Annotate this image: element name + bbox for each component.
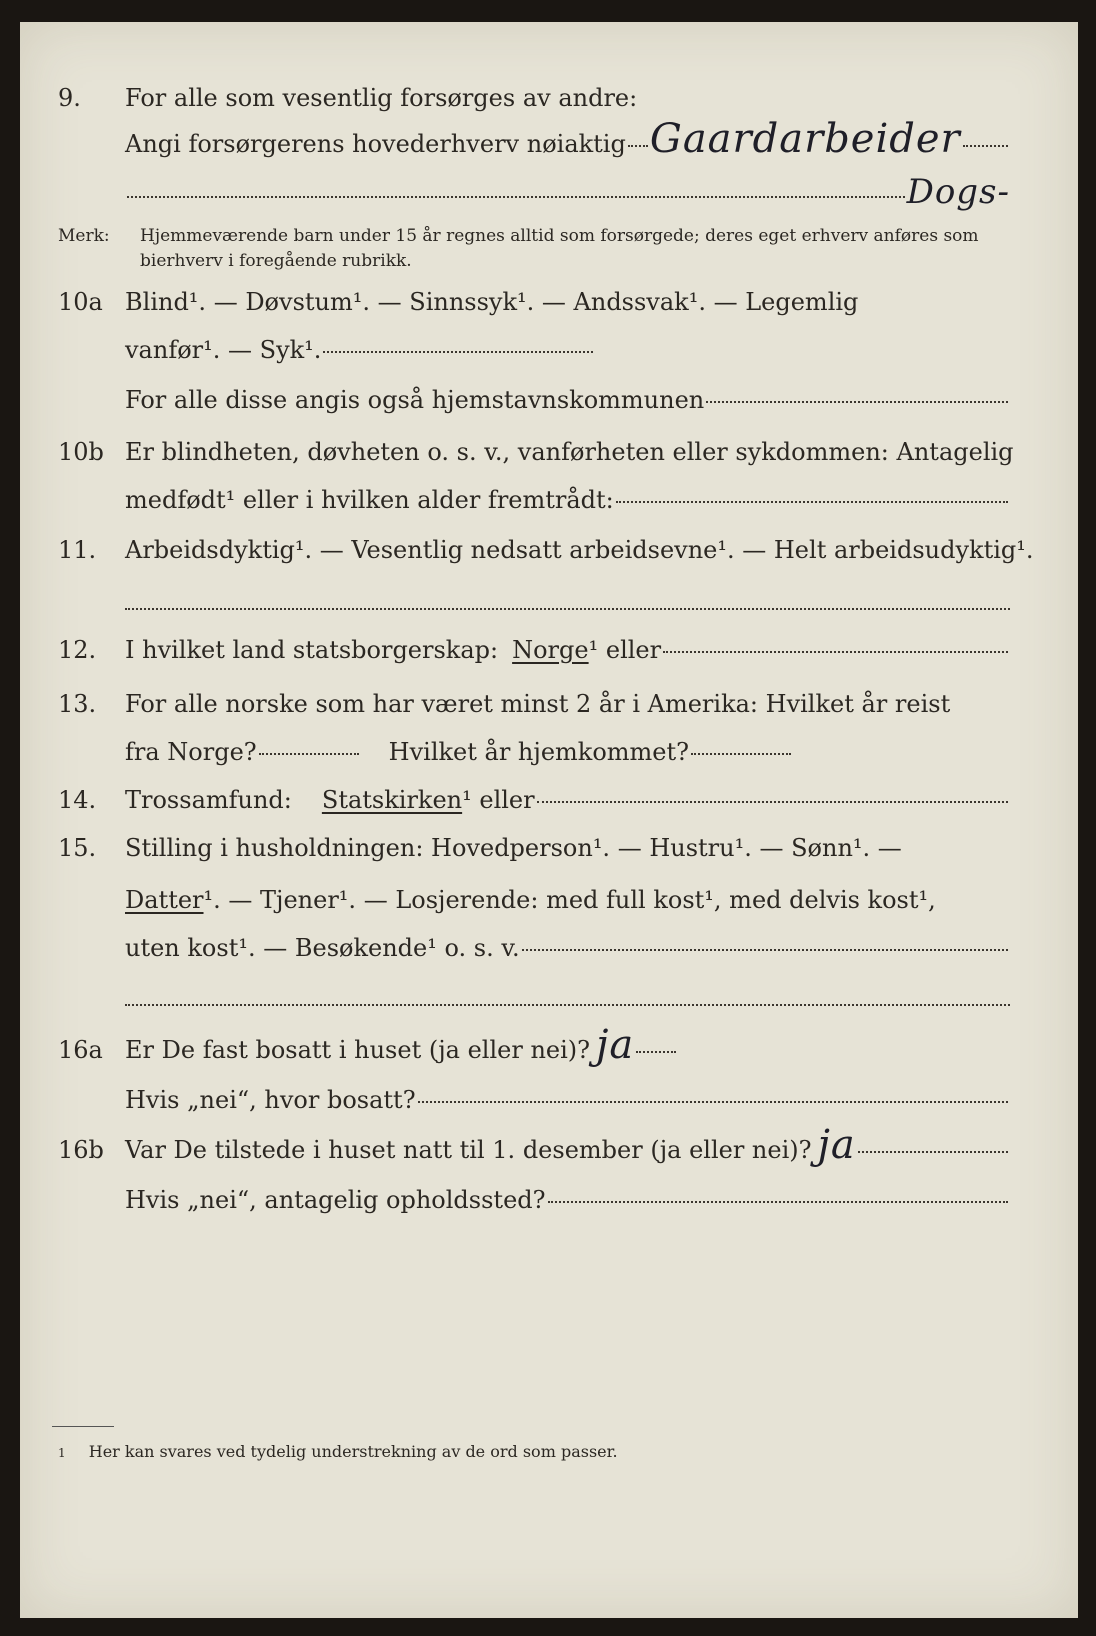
q16b-line2-dots (548, 1201, 1008, 1203)
q15-blank-line (125, 1004, 1010, 1006)
q9-number: 9. (58, 84, 81, 112)
q12-number: 12. (58, 636, 97, 664)
merk-text: Hjemmeværende barn under 15 år regnes alltid som forsørgede; deres eget erhverv anføres som bierhverv i foregående rubrikk. (140, 226, 979, 271)
q11-text: Arbeidsdyktig¹. — Vesentlig nedsatt arbeidsevne¹. — Helt arbeidsudyktig¹. (125, 536, 1034, 564)
merk-label: Merk: (58, 226, 110, 246)
q14-statskirken-underlined: Statskirken (321, 786, 463, 814)
q9-dotted-leader (628, 145, 648, 147)
q14-text: Trossamfund: (125, 786, 292, 814)
q16b-text2: Hvis „nei“, antagelig opholdssted? (125, 1186, 546, 1214)
q13-text2a: fra Norge? (125, 738, 257, 766)
q12-norge-underlined: Norge (512, 636, 589, 664)
q10b-number: 10b (58, 438, 104, 466)
q10b-text2: medfødt¹ eller i hvilken alder fremtrådt: (125, 486, 614, 514)
q10a-number: 10a (58, 288, 103, 316)
q13-text2b: Hvilket år hjemkommet? (388, 738, 690, 766)
q12-dots (663, 651, 1008, 653)
q9-occupation-answer-cont[interactable]: Dogs- (906, 172, 1010, 212)
q14-number: 14. (58, 786, 97, 814)
q13-number: 13. (58, 690, 97, 718)
q15-text1: Stilling i husholdningen: Hovedperson¹. — Hustru¹. — Sønn¹. — (125, 834, 902, 862)
q10a-line3-dots (706, 401, 1008, 403)
q16a-text1: Er De fast bosatt i huset (ja eller nei)? (125, 1036, 591, 1064)
q14-suffix: ¹ eller (462, 786, 535, 814)
footnote-text: Her kan svares ved tydelig understrekning av de ord som passer. (88, 1442, 618, 1461)
q10a-text3: For alle disse angis også hjemstavnskommunen (125, 386, 705, 414)
footnote (58, 1442, 618, 1461)
q9-text: For alle som vesentlig forsørges av andre: (125, 84, 638, 112)
q16a-number: 16a (58, 1036, 103, 1064)
q16b-answer[interactable]: ja (817, 1122, 856, 1168)
q16a-answer[interactable]: ja (596, 1022, 635, 1068)
q14-dots (537, 801, 1008, 803)
q9-occupation-label: Angi forsørgerens hovederhverv nøiaktig (125, 130, 626, 158)
q12-text: I hvilket land statsborgerskap: (125, 636, 499, 664)
q9-dotted-fill (963, 145, 1008, 147)
q16b-text1: Var De tilstede i huset natt til 1. desember (ja eller nei)? (125, 1136, 812, 1164)
q16b-number: 16b (58, 1136, 104, 1164)
q15-datter-underlined: Datter (125, 886, 204, 914)
q16a-line2-dots (418, 1101, 1008, 1103)
q13-text1: For alle norske som har været minst 2 år i Amerika: Hvilket år reist (125, 690, 951, 718)
census-form-page (20, 22, 1078, 1618)
q16a-text2: Hvis „nei“, hvor bosatt? (125, 1086, 416, 1114)
q11-blank-line (125, 608, 1010, 610)
q10b-line2-dots (616, 501, 1008, 503)
q15-text3: uten kost¹. — Besøkende¹ o. s. v. (125, 934, 520, 962)
q10a-text1: Blind¹. — Døvstum¹. — Sinnssyk¹. — Andssvak¹. — Legemlig (125, 288, 859, 316)
q16b-dots (858, 1151, 1008, 1153)
q9-line3-dots (127, 196, 905, 198)
q13-dots-b (691, 753, 791, 755)
q15-text2: ¹. — Tjener¹. — Losjerende: med full kost¹, med delvis kost¹, (203, 886, 936, 914)
q9-occupation-answer[interactable]: Gaardarbeider (649, 116, 961, 162)
q15-number: 15. (58, 834, 97, 862)
q10b-text1: Er blindheten, døvheten o. s. v., vanførheten eller sykdommen: Antagelig (125, 438, 1014, 466)
q11-number: 11. (58, 536, 97, 564)
q12-suffix: ¹ eller (588, 636, 662, 664)
footnote-rule (52, 1426, 114, 1427)
footnote-mark: 1 (58, 1446, 66, 1460)
q10a-text2: vanfør¹. — Syk¹. (125, 336, 322, 364)
q10a-line2-dots (323, 351, 593, 353)
q15-line3-dots (522, 949, 1008, 951)
q13-dots-a (259, 753, 359, 755)
q16a-dots (636, 1051, 676, 1053)
